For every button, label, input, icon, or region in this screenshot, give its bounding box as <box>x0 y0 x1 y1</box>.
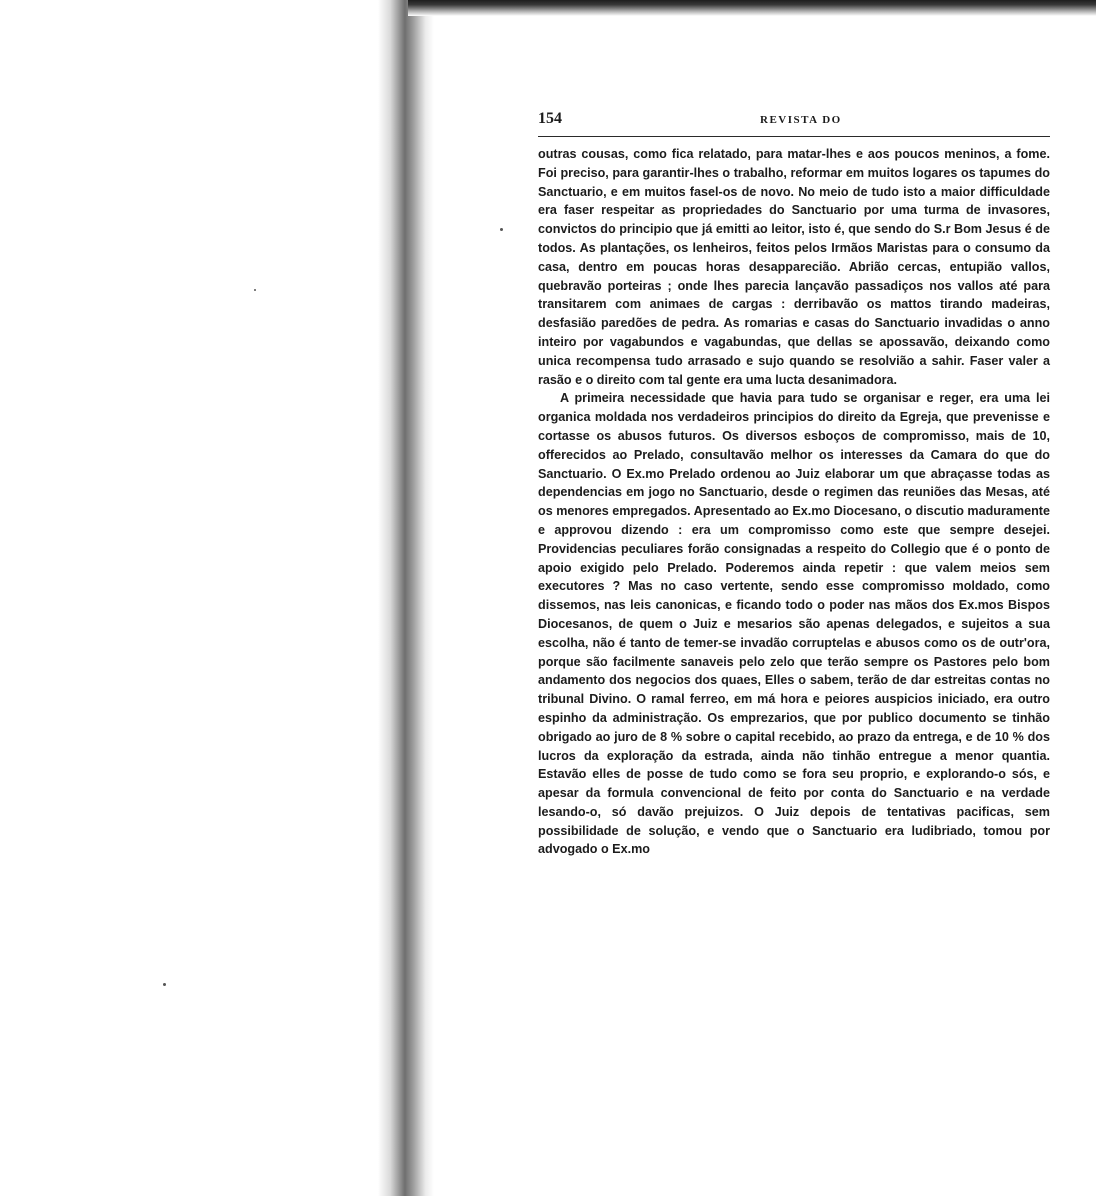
header-rule <box>538 136 1050 137</box>
running-title: REVISTA DO <box>760 114 842 126</box>
blank-left-page <box>0 0 392 1196</box>
running-head <box>538 110 1050 134</box>
paper-speck <box>500 228 503 231</box>
page-number: 154 <box>538 110 562 127</box>
paper-speck <box>254 289 256 291</box>
body-text <box>538 145 1050 859</box>
paragraph-1: outras cousas, como fica relatado, para matar-lhes e aos poucos meninos, a fome. Foi preciso, para garantir-lhes o trabalho, reformar em muitos logares os tapumes do Sanctuario, e em muitos fasel-os de novo. No meio de tudo isto a maior difficuldade era faser respeitar as propriedades do Sanctuario por uma turma de invasores, convictos do principio que já emitti ao leitor, isto é, que sendo do S.r Bom Jesus é de todos. As plantações, os lenheiros, feitos pelos Irmãos Maristas para o consumo da casa, dentro em poucas horas desapparecião. Abrião cercas, entupião vallos, quebravão porteiras ; onde lhes parecia lançavão passadiços nos vallos até para transitarem com animaes de cargas : derribavão os mattos tirando madeiras, desfasião paredões de pedra. As romarias e casas do Sanctuario invadidas o anno inteiro por vagabundos e vagabundas, que dellas se apossavão, deixando como unica recompensa tudo arrasado e sujo quando se resolvião a sahir. Faser valer a rasão e o direito com tal gente era uma lucta desanimadora. <box>538 147 1050 387</box>
printed-page <box>538 110 1050 859</box>
paragraph-2: A primeira necessidade que havia para tudo se organisar e reger, era uma lei organica moldada nos verdadeiros principios do direito da Egreja, que prevenisse e cortasse os abusos futuros. Os diversos esboços de compromisso, mais de 10, offerecidos ao Prelado, consultavão melhor os interesses da Camara do que do Sanctuario. O Ex.mo Prelado ordenou ao Juiz elaborar um que abraçasse todas as dependencias em jogo no Sanctuario, desde o regimen das reuniões das Mesas, até os menores empregados. Apresentado ao Ex.mo Diocesano, o discutio maduramente e approvou dizendo : era um compromisso como este que sempre desejei. Providencias peculiares forão consignadas a respeito do Collegio que é o ponto de apoio exigido pelo Prelado. Poderemos ainda repetir : que valem meios sem executores ? Mas no caso vertente, sendo esse compromisso moldado, como dissemos, nas leis canonicas, e ficando todo o poder nas mãos dos Ex.mos Bispos Diocesanos, de quem o Juiz e mesarios são apenas delegados, e sujeitos a sua escolha, não é tanto de temer-se invadão corruptelas e abusos como os de outr'ora, porque são facilmente sanaveis pelo zelo que terão sempre os Pastores pelo bom andamento dos negocios dos quaes, Elles o sabem, terão de dar estreitas contas no tribunal Divino. O ramal ferreo, em má hora e peiores auspicios iniciado, era outro espinho da administração. Os emprezarios, que por publico documento se tinhão obrigado ao juro de 8 % sobre o capital recebido, ao prazo da entrega, e de 10 % dos lucros da exploração da estrada, ainda não tinhão entregue a menor quantia. Estavão elles de posse de tudo como se fora seu proprio, e explorando-o sós, e apesar da formula convencional de feito por conta do Sanctuario e na verdade lesando-o, só davão prejuizos. O Juiz depois de tentativas pacificas, sem possibilidade de solução, e vendo que o Sanctuario era ludibriado, tomou por advogado o Ex.mo <box>538 391 1050 857</box>
book-gutter-shadow <box>378 0 434 1196</box>
paper-speck <box>163 983 166 986</box>
page-top-edge-shadow <box>408 0 1096 16</box>
